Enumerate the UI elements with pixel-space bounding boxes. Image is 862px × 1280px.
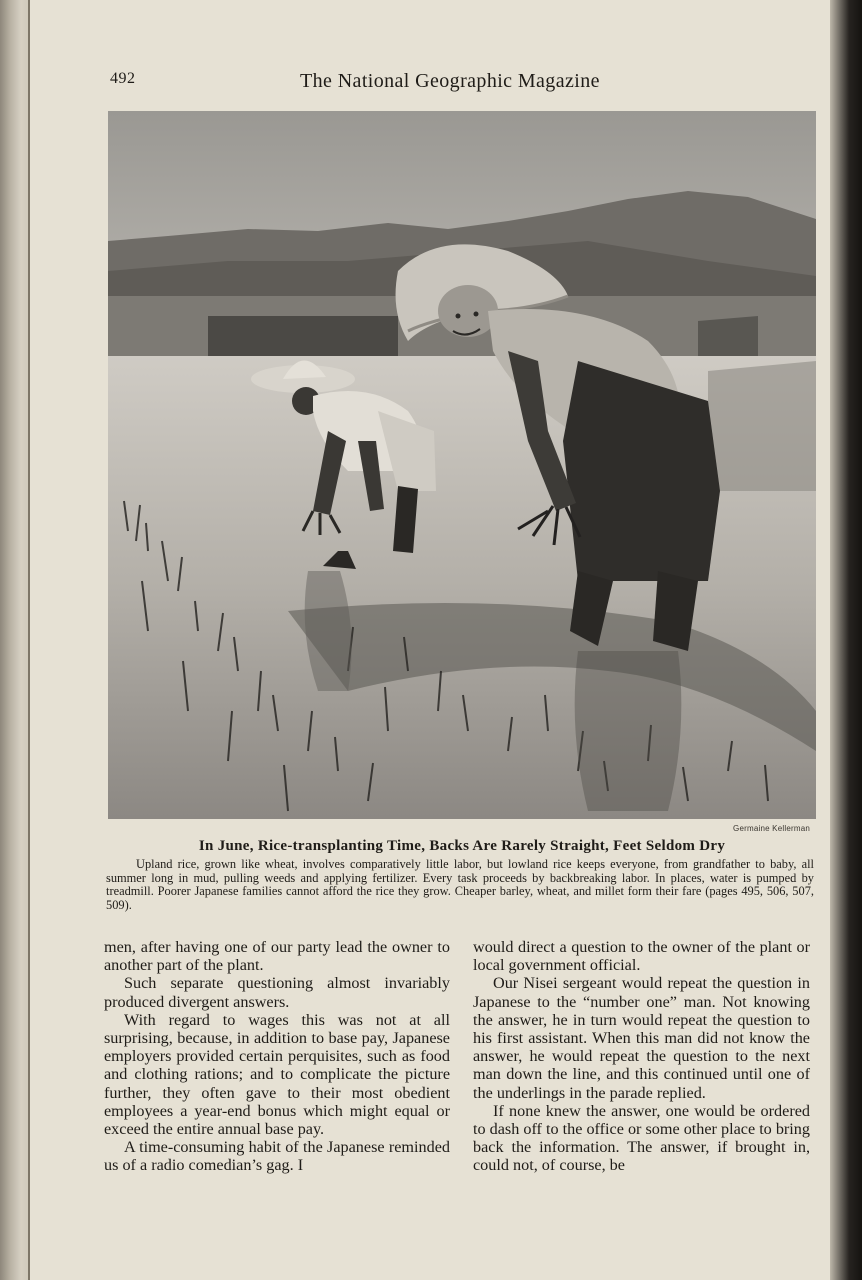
paragraph: would direct a question to the owner of the plant or local government official. [473, 938, 810, 975]
caption-body [106, 858, 814, 912]
article-column-right [473, 938, 810, 1175]
page-number: 492 [110, 70, 136, 87]
running-head: The National Geographic Magazine [300, 70, 600, 92]
paragraph: A time-consuming habit of the Japanese reminded us of a radio comedian’s gag. I [104, 1138, 450, 1175]
paragraph: Such separate questioning almost invariably produced divergent answers. [104, 974, 450, 1011]
photograph [108, 111, 816, 819]
paragraph: With regard to wages this was not at all surprising, because, in addition to base pay, Japanese employers provided certain perquisites, such as food and clothing rations; and to complicate the picture further, they often gave to their most obedient employees a year-end bonus which might equal or exceed the entire annual base pay. [104, 1010, 450, 1139]
paragraph: Our Nisei sergeant would repeat the question in Japanese to the “number one” man. Not knowing the answer, he in turn would repeat the question to his first assistant. When this man did not know the answer, he would repeat the question to the next man down the line, and this continued until one of the underlings in the parade replied. [473, 974, 810, 1102]
article-column-left [104, 938, 450, 1175]
book-binding [0, 0, 30, 1280]
caption-title: In June, Rice-transplanting Time, Backs Are Rarely Straight, Feet Seldom Dry [198, 838, 726, 854]
paragraph: men, after having one of our party lead the owner to another part of the plant. [104, 938, 450, 975]
paragraph: If none knew the answer, one would be ordered to dash off to the office or some other place to bring back the information. The answer, if brought in, could not, of course, be [473, 1101, 810, 1175]
photo-credit: Germaine Kellerman [733, 824, 810, 833]
caption-text: Upland rice, grown like wheat, involves comparatively little labor, but lowland rice keeps everyone, from grandfather to baby, all summer long in mud, pulling weeds and applying fertilizer. Every task proceeds by backbreaking labor. In places, water is pumped by treadmill. Poorer Japanese families cannot afford the rice they grow. Cheaper barley, wheat, and millet form their fare (pages 495, 506, 507, 509). [106, 857, 814, 912]
page-edge-shadow [830, 0, 862, 1280]
photo-rice-planters-icon [108, 111, 816, 819]
